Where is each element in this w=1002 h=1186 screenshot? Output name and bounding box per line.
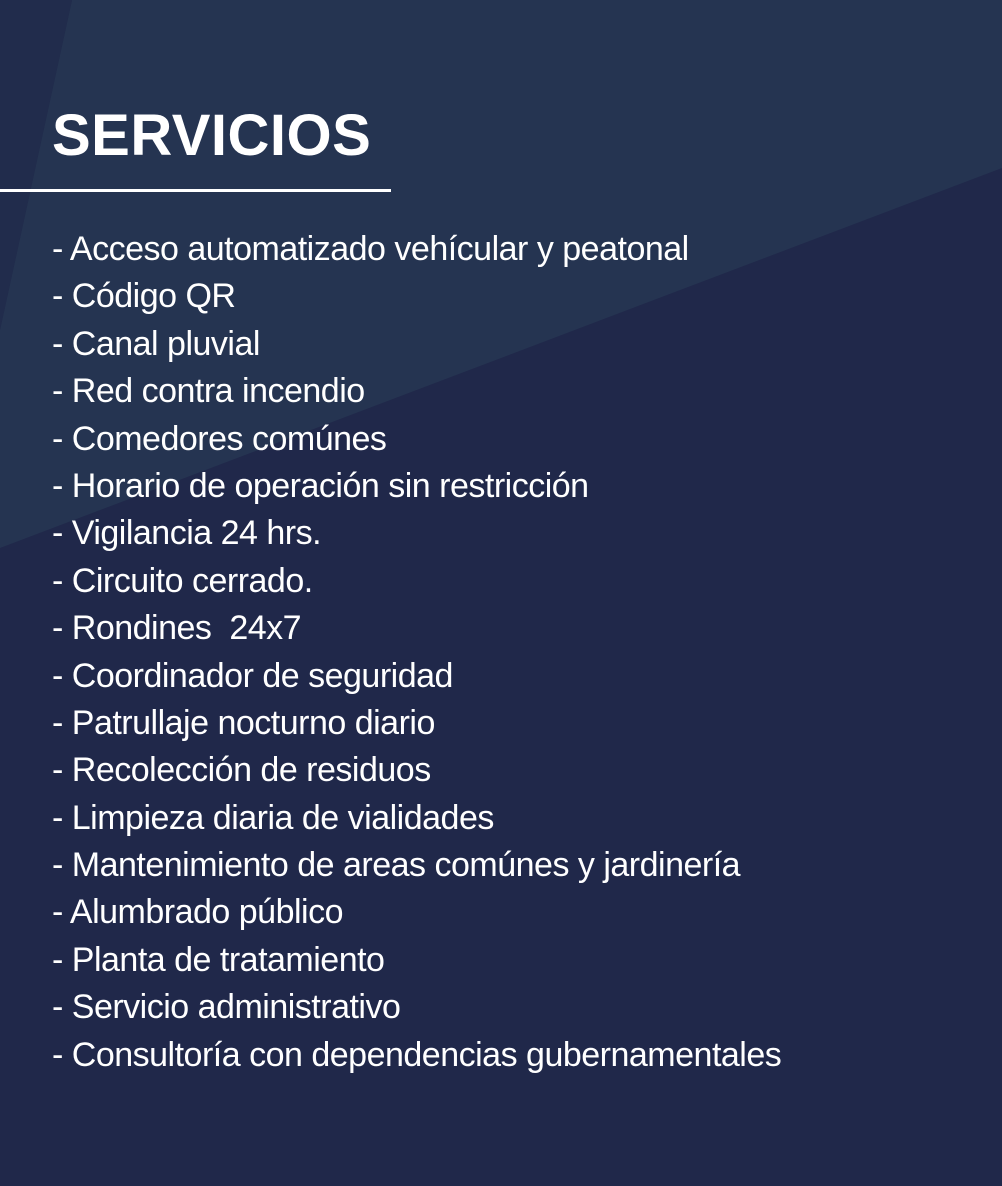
service-item: - Planta de tratamiento xyxy=(52,940,385,979)
service-item: - Mantenimiento de areas comúnes y jardinería xyxy=(52,846,741,885)
service-item: - Comedores comúnes xyxy=(52,419,387,458)
title-underline xyxy=(0,189,391,192)
services-list xyxy=(52,226,781,1079)
service-item: - Servicio administrativo xyxy=(52,988,401,1027)
service-item: - Recolección de residuos xyxy=(52,751,431,790)
service-item: - Rondines 24x7 xyxy=(52,609,302,648)
service-item: - Consultoría con dependencias gubernamentales xyxy=(52,1035,782,1074)
service-item: - Alumbrado público xyxy=(52,893,344,932)
service-item: - Código QR xyxy=(52,277,236,316)
service-item: - Acceso automatizado vehícular y peatonal xyxy=(52,230,689,268)
service-item: - Patrullaje nocturno diario xyxy=(52,703,435,742)
service-item: - Canal pluvial xyxy=(52,324,260,363)
page-title: SERVICIOS xyxy=(52,103,372,168)
service-item: - Horario de operación sin restricción xyxy=(52,466,589,505)
service-item: - Red contra incendio xyxy=(52,372,365,411)
service-item: - Limpieza diaria de vialidades xyxy=(52,798,494,837)
service-item: - Vigilancia 24 hrs. xyxy=(52,514,322,553)
service-item: - Circuito cerrado. xyxy=(52,561,313,600)
service-item: - Coordinador de seguridad xyxy=(52,656,453,695)
